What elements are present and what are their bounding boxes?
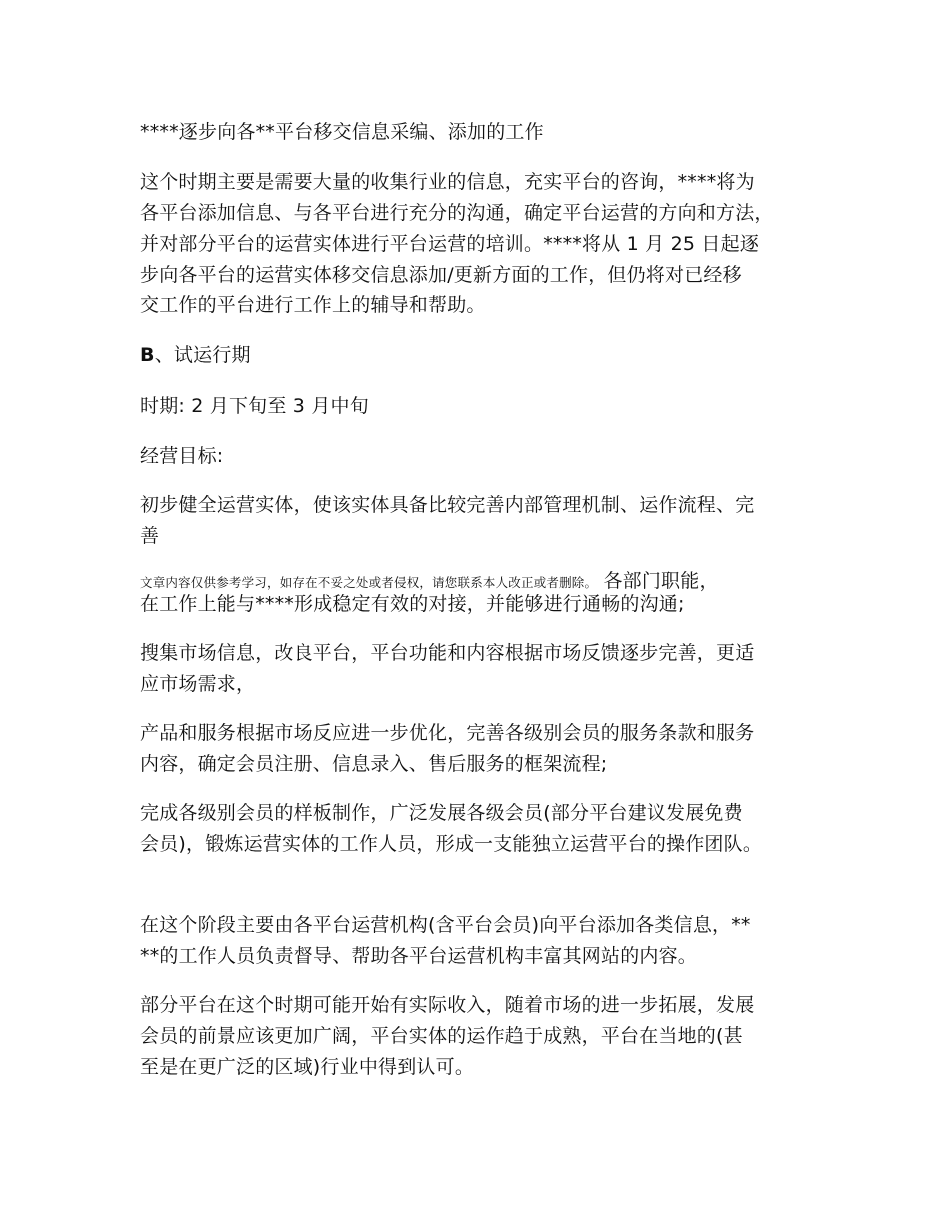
- paragraph-line: 搜集市场信息，改良平台，平台功能和内容根据市场反馈逐步完善，更适: [140, 642, 755, 664]
- paragraph-line: 内容，确定会员注册、信息录入、售后服务的框架流程;: [140, 753, 608, 775]
- paragraph-line: 完成各级别会员的样板制作，广泛发展各级会员(部分平台建议发展免费: [140, 802, 743, 824]
- paragraph-line: 应市场需求，: [140, 673, 256, 695]
- paragraph-line: 初步健全运营实体，使该实体具备比较完善内部管理机制、运作流程、完: [140, 494, 755, 516]
- paragraph-line: **的工作人员负责督导、帮助各平台运营机构丰富其网站的内容。: [140, 945, 698, 967]
- paragraph-line: 交工作的平台进行工作上的辅导和帮助。: [140, 294, 486, 316]
- paragraph-line: 至是在更广泛的区域)行业中得到认可。: [140, 1056, 475, 1078]
- section-letter: B: [140, 344, 155, 366]
- paragraph-line: 在工作上能与****形成稳定有效的对接，并能够进行通畅的沟通;: [140, 593, 685, 615]
- paragraph-heading: ****逐步向各**平台移交信息采编、添加的工作: [140, 121, 544, 143]
- paragraph-line: 部分平台在这个时期可能开始有实际收入，随着市场的进一步拓展，发展: [140, 994, 755, 1016]
- paragraph-line: 并对部分平台的运营实体进行平台运营的培训。****将从 1 月 25 日起逐: [140, 233, 760, 255]
- paragraph-line: 步向各平台的运营实体移交信息添加/更新方面的工作，但仍将对已经移: [140, 264, 742, 286]
- section-heading: [140, 340, 251, 370]
- paragraph-line: 产品和服务根据市场反应进一步优化，完善各级别会员的服务条款和服务: [140, 722, 755, 744]
- goals-label: 经营目标:: [140, 445, 224, 467]
- section-title: 、试运行期: [154, 344, 251, 366]
- period-line: 时期: 2 月下旬至 3 月中旬: [140, 395, 369, 417]
- paragraph-line: 在这个阶段主要由各平台运营机构(含平台会员)向平台添加各类信息，**: [140, 914, 751, 936]
- paragraph-line: 善: [140, 525, 160, 547]
- paragraph-line: 会员的前景应该更加广阔，平台实体的运作趋于成熟，平台在当地的(甚: [140, 1025, 743, 1047]
- paragraph-line: 各平台添加信息、与各平台进行充分的沟通，确定平台运营的方向和方法，: [140, 202, 774, 224]
- disclaimer-text: 文章内容仅供参考学习，如存在不妥之处或者侵权，请您联系本人改正或者删除。: [140, 575, 598, 590]
- paragraph-line: 这个时期主要是需要大量的收集行业的信息，充实平台的咨询，****将为: [140, 171, 755, 193]
- paragraph-line: 会员)，锻炼运营实体的工作人员，形成一支能独立运营平台的操作团队。: [140, 833, 763, 855]
- disclaimer-continuation: 各部门职能，: [597, 570, 719, 592]
